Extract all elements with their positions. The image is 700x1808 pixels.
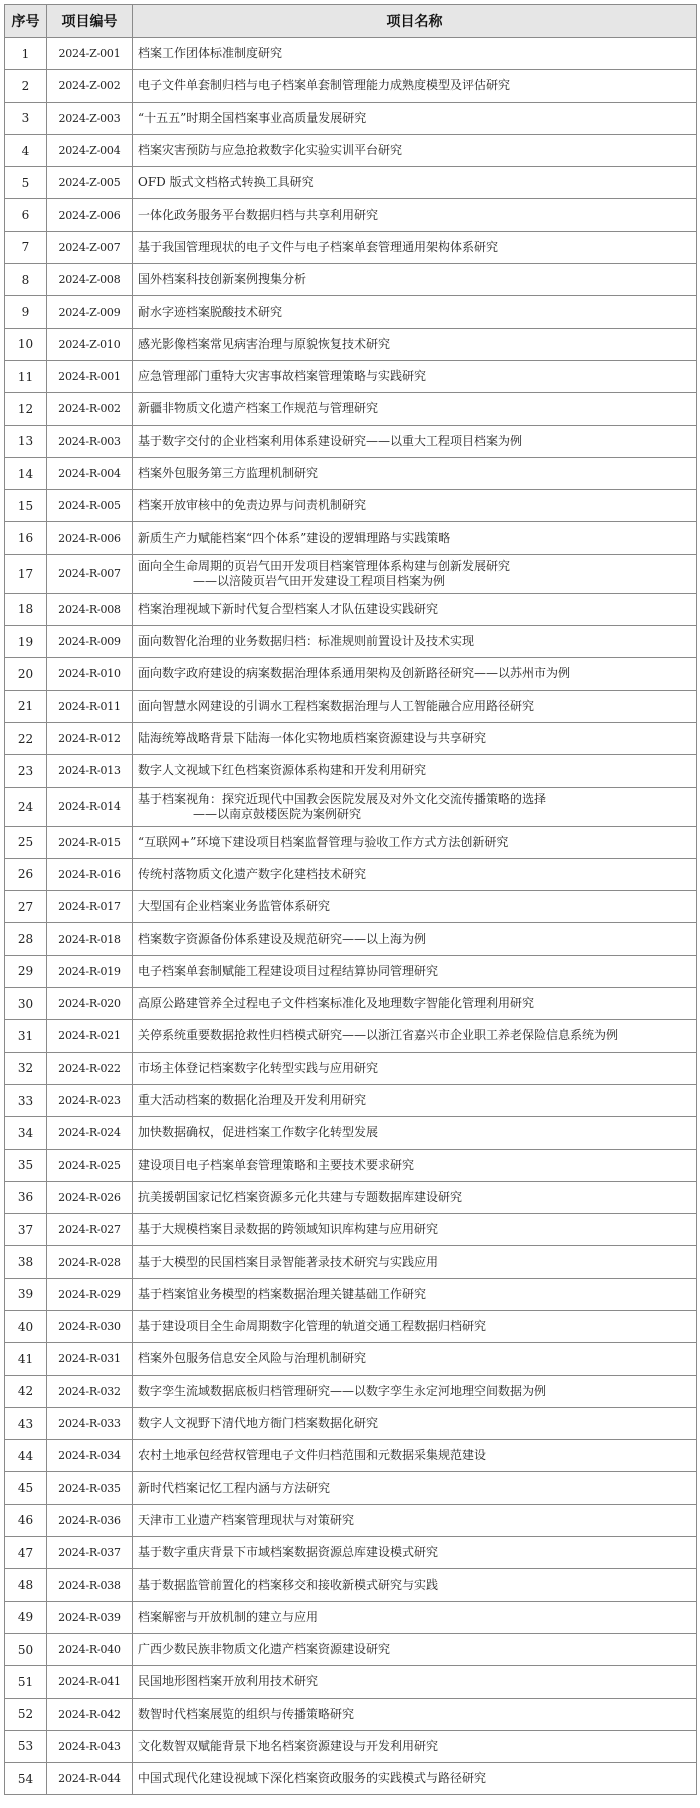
row-code: 2024-R-027	[47, 1214, 133, 1246]
row-index: 4	[5, 134, 47, 166]
row-name	[133, 1440, 697, 1472]
row-name-main: 建设项目电子档案单套管理策略和主要技术要求研究	[138, 1157, 415, 1172]
row-name-main: 档案治理视域下新时代复合型档案人才队伍建设实践研究	[138, 601, 439, 616]
row-code: 2024-Z-007	[47, 231, 133, 263]
row-index: 47	[5, 1537, 47, 1569]
row-name	[133, 1569, 697, 1601]
row-code: 2024-R-035	[47, 1472, 133, 1504]
table-row	[5, 1763, 697, 1795]
row-name-main: 数字孪生流域数据底板归档管理研究——以数字孪生永定河地理空间数据为例	[138, 1383, 547, 1398]
row-index: 24	[5, 787, 47, 826]
row-name	[133, 1343, 697, 1375]
table-body	[5, 38, 697, 1795]
table-row	[5, 522, 697, 554]
row-code: 2024-R-016	[47, 858, 133, 890]
row-name-main: 一体化政务服务平台数据归档与共享利用研究	[138, 207, 379, 222]
row-name-main: 国外档案科技创新案例搜集分析	[138, 272, 307, 287]
table-row	[5, 1633, 697, 1665]
row-index: 21	[5, 690, 47, 722]
row-name	[133, 1214, 697, 1246]
row-index: 40	[5, 1310, 47, 1342]
row-index: 20	[5, 658, 47, 690]
row-code: 2024-R-018	[47, 923, 133, 955]
table-row	[5, 1375, 697, 1407]
table-row	[5, 231, 697, 263]
header-code: 项目编号	[47, 5, 133, 38]
table-row	[5, 1440, 697, 1472]
row-code: 2024-R-040	[47, 1633, 133, 1665]
row-name	[133, 626, 697, 658]
row-name	[133, 1504, 697, 1536]
row-name-main: 面向数字政府建设的病案数据治理体系通用架构及创新路径研究——以苏州市为例	[138, 666, 571, 681]
row-name	[133, 658, 697, 690]
row-code: 2024-R-025	[47, 1149, 133, 1181]
row-code: 2024-R-014	[47, 787, 133, 826]
row-name	[133, 102, 697, 134]
row-index: 5	[5, 167, 47, 199]
row-code: 2024-R-006	[47, 522, 133, 554]
table-row	[5, 988, 697, 1020]
row-name-main: “十五五”时期全国档案事业高质量发展研究	[138, 110, 367, 125]
row-name-main: 档案工作团体标准制度研究	[138, 46, 283, 61]
row-name-main: 基于我国管理现状的电子文件与电子档案单套管理通用架构体系研究	[138, 239, 499, 254]
table-row	[5, 891, 697, 923]
header-index: 序号	[5, 5, 47, 38]
row-name	[133, 554, 697, 593]
row-name	[133, 1407, 697, 1439]
table-row	[5, 1601, 697, 1633]
row-name	[133, 1537, 697, 1569]
row-code: 2024-R-023	[47, 1084, 133, 1116]
table-row	[5, 1052, 697, 1084]
table-header-row	[5, 5, 697, 38]
row-name	[133, 457, 697, 489]
table-row	[5, 360, 697, 392]
table-row	[5, 955, 697, 987]
row-code: 2024-R-010	[47, 658, 133, 690]
table-row	[5, 38, 697, 70]
row-name	[133, 755, 697, 787]
row-name-main: 档案解密与开放机制的建立与应用	[138, 1609, 319, 1624]
row-name-main: 档案开放审核中的免责边界与问责机制研究	[138, 498, 367, 513]
row-code: 2024-R-038	[47, 1569, 133, 1601]
row-name	[133, 134, 697, 166]
row-name-main: 新质生产力赋能档案“四个体系”建设的逻辑理路与实践策略	[138, 530, 451, 545]
table-row	[5, 1537, 697, 1569]
row-code: 2024-R-028	[47, 1246, 133, 1278]
table-row	[5, 1569, 697, 1601]
row-index: 49	[5, 1601, 47, 1633]
row-name-main: 加快数据确权，促进档案工作数字化转型发展	[138, 1125, 379, 1140]
row-name	[133, 425, 697, 457]
table-row	[5, 490, 697, 522]
row-code: 2024-R-032	[47, 1375, 133, 1407]
row-name-main: 基于大模型的民国档案目录智能著录技术研究与实践应用	[138, 1254, 439, 1269]
table-row	[5, 1310, 697, 1342]
row-code: 2024-R-039	[47, 1601, 133, 1633]
row-name	[133, 38, 697, 70]
row-index: 48	[5, 1569, 47, 1601]
row-name	[133, 690, 697, 722]
table-row	[5, 1246, 697, 1278]
row-code: 2024-R-013	[47, 755, 133, 787]
row-index: 28	[5, 923, 47, 955]
table-row	[5, 755, 697, 787]
row-name-main: 传统村落物质文化遗产数字化建档技术研究	[138, 866, 367, 881]
row-name-main: 面向智慧水网建设的引调水工程档案数据治理与人工智能融合应用路径研究	[138, 698, 535, 713]
row-name	[133, 858, 697, 890]
row-index: 43	[5, 1407, 47, 1439]
row-name	[133, 722, 697, 754]
row-name	[133, 593, 697, 625]
row-code: 2024-R-015	[47, 826, 133, 858]
row-index: 36	[5, 1181, 47, 1213]
row-code: 2024-R-009	[47, 626, 133, 658]
row-code: 2024-Z-005	[47, 167, 133, 199]
table-row	[5, 70, 697, 102]
row-name	[133, 70, 697, 102]
row-name-main: 新时代档案记忆工程内涵与方法研究	[138, 1480, 331, 1495]
row-code: 2024-R-043	[47, 1730, 133, 1762]
row-index: 10	[5, 328, 47, 360]
table-row	[5, 1181, 697, 1213]
row-name-main: 新疆非物质文化遗产档案工作规范与管理研究	[138, 401, 379, 416]
table-row	[5, 1084, 697, 1116]
row-index: 33	[5, 1084, 47, 1116]
row-index: 41	[5, 1343, 47, 1375]
row-index: 7	[5, 231, 47, 263]
row-index: 16	[5, 522, 47, 554]
row-index: 13	[5, 425, 47, 457]
row-index: 39	[5, 1278, 47, 1310]
row-name	[133, 1633, 697, 1665]
row-code: 2024-R-017	[47, 891, 133, 923]
row-name	[133, 1181, 697, 1213]
row-name	[133, 891, 697, 923]
row-code: 2024-R-020	[47, 988, 133, 1020]
row-name-main: 基于建设项目全生命周期数字化管理的轨道交通工程数据归档研究	[138, 1319, 487, 1334]
row-name	[133, 522, 697, 554]
row-name-main: 基于大规模档案目录数据的跨领域知识库构建与应用研究	[138, 1222, 439, 1237]
row-name-main: 档案外包服务信息安全风险与治理机制研究	[138, 1351, 367, 1366]
table-row	[5, 826, 697, 858]
row-code: 2024-R-033	[47, 1407, 133, 1439]
row-name-main: 数字人文视域下红色档案资源体系构建和开发利用研究	[138, 763, 427, 778]
row-name	[133, 199, 697, 231]
row-name-main: 面向全生命周期的页岩气田开发项目档案管理体系构建与创新发展研究	[138, 558, 511, 573]
row-name-main: 广西少数民族非物质文化遗产档案资源建设研究	[138, 1642, 391, 1657]
row-name	[133, 490, 697, 522]
row-name	[133, 1084, 697, 1116]
row-name	[133, 826, 697, 858]
table-row	[5, 199, 697, 231]
row-code: 2024-R-007	[47, 554, 133, 593]
table-row	[5, 1214, 697, 1246]
row-index: 27	[5, 891, 47, 923]
table-row	[5, 1472, 697, 1504]
row-name	[133, 1698, 697, 1730]
table-row	[5, 593, 697, 625]
row-name-main: 基于数字交付的企业档案利用体系建设研究——以重大工程项目档案为例	[138, 433, 523, 448]
row-name-main: 基于数据监管前置化的档案移交和接收新模式研究与实践	[138, 1577, 439, 1592]
row-index: 22	[5, 722, 47, 754]
row-code: 2024-Z-003	[47, 102, 133, 134]
row-code: 2024-R-012	[47, 722, 133, 754]
row-name-main: 档案灾害预防与应急抢救数字化实验实训平台研究	[138, 143, 403, 158]
table-row	[5, 1666, 697, 1698]
row-index: 35	[5, 1149, 47, 1181]
row-name	[133, 167, 697, 199]
row-index: 32	[5, 1052, 47, 1084]
table-row	[5, 134, 697, 166]
row-name	[133, 787, 697, 826]
table-row	[5, 923, 697, 955]
row-code: 2024-Z-004	[47, 134, 133, 166]
row-name-main: 农村土地承包经营权管理电子文件归档范围和元数据采集规范建设	[138, 1448, 487, 1463]
row-index: 42	[5, 1375, 47, 1407]
row-code: 2024-R-004	[47, 457, 133, 489]
row-index: 38	[5, 1246, 47, 1278]
table-row	[5, 167, 697, 199]
row-index: 51	[5, 1666, 47, 1698]
row-code: 2024-R-031	[47, 1343, 133, 1375]
table-row	[5, 554, 697, 593]
row-index: 54	[5, 1763, 47, 1795]
row-name	[133, 393, 697, 425]
row-index: 14	[5, 457, 47, 489]
row-name	[133, 988, 697, 1020]
row-index: 26	[5, 858, 47, 890]
row-name	[133, 1052, 697, 1084]
row-code: 2024-R-026	[47, 1181, 133, 1213]
table-row	[5, 1504, 697, 1536]
table-row	[5, 102, 697, 134]
row-index: 44	[5, 1440, 47, 1472]
table-row	[5, 1343, 697, 1375]
row-name-main: 大型国有企业档案业务监管体系研究	[138, 899, 331, 914]
row-name	[133, 1601, 697, 1633]
row-code: 2024-R-021	[47, 1020, 133, 1052]
table-row	[5, 457, 697, 489]
table-row	[5, 722, 697, 754]
row-name-main: 感光影像档案常见病害治理与原貌恢复技术研究	[138, 336, 391, 351]
row-name	[133, 1149, 697, 1181]
row-name-main: “互联网+”环境下建设项目档案监督管理与验收工作方式方法创新研究	[138, 834, 509, 849]
table-row	[5, 1278, 697, 1310]
row-name-main: 关停系统重要数据抢救性归档模式研究——以浙江省嘉兴市企业职工养老保险信息系统为例	[138, 1028, 619, 1043]
row-code: 2024-Z-008	[47, 264, 133, 296]
row-name-main: 电子档案单套制赋能工程建设项目过程结算协同管理研究	[138, 963, 439, 978]
row-name-main: 电子文件单套制归档与电子档案单套制管理能力成熟度模型及评估研究	[138, 78, 511, 93]
table-row	[5, 787, 697, 826]
row-name	[133, 296, 697, 328]
table-row	[5, 626, 697, 658]
row-name-main: 档案外包服务第三方监理机制研究	[138, 466, 319, 480]
row-index: 50	[5, 1633, 47, 1665]
row-name	[133, 1375, 697, 1407]
row-name-main: 重大活动档案的数据化治理及开发利用研究	[138, 1093, 367, 1108]
row-index: 29	[5, 955, 47, 987]
table-row	[5, 690, 697, 722]
row-name-main: 高原公路建管养全过程电子文件档案标准化及地理数字智能化管理利用研究	[138, 996, 535, 1011]
row-name	[133, 923, 697, 955]
row-index: 52	[5, 1698, 47, 1730]
row-name	[133, 360, 697, 392]
row-name-main: 基于数字重庆背景下市域档案数据资源总库建设模式研究	[138, 1545, 439, 1560]
row-name	[133, 1020, 697, 1052]
row-name	[133, 955, 697, 987]
table-row	[5, 658, 697, 690]
row-name-main: 基于档案视角：探究近现代中国教会医院发展及对外文化交流传播策略的选择	[138, 791, 547, 806]
row-code: 2024-R-036	[47, 1504, 133, 1536]
row-code: 2024-R-008	[47, 593, 133, 625]
project-table	[4, 4, 697, 1795]
row-index: 31	[5, 1020, 47, 1052]
table-row	[5, 1149, 697, 1181]
table-row	[5, 393, 697, 425]
row-code: 2024-R-001	[47, 360, 133, 392]
row-index: 12	[5, 393, 47, 425]
row-name-main: 陆海统筹战略背景下陆海一体化实物地质档案资源建设与共享研究	[138, 731, 487, 746]
row-index: 6	[5, 199, 47, 231]
row-index: 53	[5, 1730, 47, 1762]
row-name-main: 应急管理部门重特大灾害事故档案管理策略与实践研究	[138, 369, 427, 384]
row-code: 2024-R-042	[47, 1698, 133, 1730]
header-name: 项目名称	[133, 5, 697, 38]
row-index: 34	[5, 1117, 47, 1149]
row-code: 2024-R-037	[47, 1537, 133, 1569]
row-name-main: 民国地形图档案开放利用技术研究	[138, 1674, 319, 1689]
row-code: 2024-R-034	[47, 1440, 133, 1472]
row-index: 19	[5, 626, 47, 658]
table-row	[5, 1020, 697, 1052]
row-index: 18	[5, 593, 47, 625]
row-name-main: 面向数智化治理的业务数据归档：标准规则前置设计及技术实现	[138, 634, 475, 649]
row-code: 2024-R-011	[47, 690, 133, 722]
row-index: 15	[5, 490, 47, 522]
row-code: 2024-Z-002	[47, 70, 133, 102]
row-name	[133, 1763, 697, 1795]
row-code: 2024-Z-001	[47, 38, 133, 70]
row-name-main: 抗美援朝国家记忆档案资源多元化共建与专题数据库建设研究	[138, 1189, 463, 1204]
row-index: 37	[5, 1214, 47, 1246]
row-name-subtitle: ——以涪陵页岩气田开发建设工程项目档案为例	[193, 573, 446, 588]
row-name-main: 中国式现代化建设视域下深化档案资政服务的实践模式与路径研究	[138, 1771, 487, 1786]
row-name	[133, 1730, 697, 1762]
row-code: 2024-R-005	[47, 490, 133, 522]
row-code: 2024-R-002	[47, 393, 133, 425]
table-row	[5, 296, 697, 328]
row-index: 3	[5, 102, 47, 134]
row-name-main: 数智时代档案展览的组织与传播策略研究	[138, 1706, 355, 1721]
row-index: 25	[5, 826, 47, 858]
row-name-main: 市场主体登记档案数字化转型实践与应用研究	[138, 1060, 379, 1075]
table-row	[5, 1698, 697, 1730]
row-code: 2024-R-019	[47, 955, 133, 987]
row-name-main: 文化数智双赋能背景下地名档案资源建设与开发利用研究	[138, 1738, 439, 1753]
row-name-main: 耐水字迹档案脱酸技术研究	[138, 304, 283, 319]
table-row	[5, 264, 697, 296]
row-name	[133, 1246, 697, 1278]
row-index: 23	[5, 755, 47, 787]
row-name-main: 档案数字资源备份体系建设及规范研究——以上海为例	[138, 931, 427, 946]
row-code: 2024-R-024	[47, 1117, 133, 1149]
row-index: 8	[5, 264, 47, 296]
row-name	[133, 1666, 697, 1698]
row-code: 2024-R-044	[47, 1763, 133, 1795]
row-name-main: OFD 版式文档格式转换工具研究	[138, 175, 314, 190]
row-code: 2024-R-029	[47, 1278, 133, 1310]
row-index: 9	[5, 296, 47, 328]
row-code: 2024-R-003	[47, 425, 133, 457]
row-name	[133, 264, 697, 296]
row-code: 2024-R-041	[47, 1666, 133, 1698]
row-name	[133, 1472, 697, 1504]
row-index: 17	[5, 554, 47, 593]
table-row	[5, 1117, 697, 1149]
row-index: 30	[5, 988, 47, 1020]
row-name	[133, 231, 697, 263]
row-index: 1	[5, 38, 47, 70]
table-row	[5, 1407, 697, 1439]
row-code: 2024-Z-009	[47, 296, 133, 328]
row-code: 2024-R-030	[47, 1310, 133, 1342]
row-index: 45	[5, 1472, 47, 1504]
row-name-subtitle: ——以南京鼓楼医院为案例研究	[193, 806, 362, 821]
row-index: 11	[5, 360, 47, 392]
row-index: 2	[5, 70, 47, 102]
row-code: 2024-Z-006	[47, 199, 133, 231]
row-name-main: 天津市工业遗产档案管理现状与对策研究	[138, 1512, 355, 1527]
table-row	[5, 328, 697, 360]
table-row	[5, 425, 697, 457]
row-name-main: 基于档案馆业务模型的档案数据治理关键基础工作研究	[138, 1286, 427, 1301]
table-row	[5, 1730, 697, 1762]
row-index: 46	[5, 1504, 47, 1536]
row-name	[133, 1117, 697, 1149]
row-name	[133, 1310, 697, 1342]
row-code: 2024-Z-010	[47, 328, 133, 360]
row-name-main: 数字人文视野下清代地方衙门档案数据化研究	[138, 1416, 379, 1431]
row-name	[133, 328, 697, 360]
table-row	[5, 858, 697, 890]
row-code: 2024-R-022	[47, 1052, 133, 1084]
row-name	[133, 1278, 697, 1310]
